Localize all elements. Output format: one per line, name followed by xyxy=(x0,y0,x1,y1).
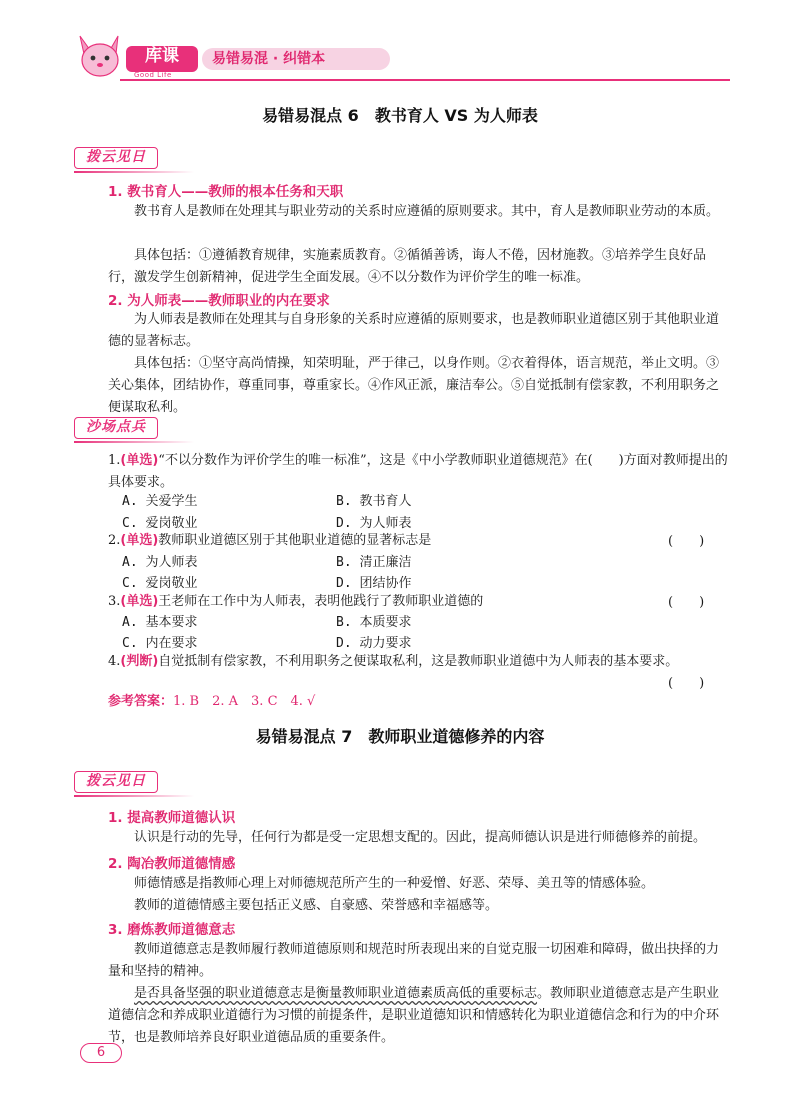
question-2 xyxy=(108,530,728,552)
question-2-option-b[interactable]: B. 清正廉洁 xyxy=(336,555,412,570)
section7-tag xyxy=(74,771,158,793)
question-3-option-b[interactable]: B. 本质要求 xyxy=(336,615,412,630)
question-4 xyxy=(108,651,728,673)
question-3-option-d[interactable]: D. 动力要求 xyxy=(336,636,412,651)
question-2-option-c[interactable]: C. 爱岗敬业 xyxy=(122,576,198,591)
section7-tag-label: 拨云见日 xyxy=(86,773,146,789)
answer-key xyxy=(108,690,315,709)
section6-h2-detail: 具体包括：①坚守高尚情操，知荣明耻，严于律己，以身作则。②衣着得体，语言规范，举止文明。③关心集体，团结协作，尊重同事，尊重家长。④作风正派，廉洁奉公。⑤自觉抵制有偿家教，不利用职务之便谋取私利。 xyxy=(108,356,720,415)
question-1-option-c[interactable]: C. 爱岗敬业 xyxy=(122,516,198,531)
section7-h1-text: 认识是行动的先导，任何行为都是受一定思想支配的。因此，提高师德认识是进行师德修养的前提。 xyxy=(108,830,707,845)
answer-key-values: 1. B 2. A 3. C 4. √ xyxy=(173,694,316,709)
question-3-number: 3. xyxy=(108,594,121,609)
header-tagline: 易错易混 · 纠错本 xyxy=(202,48,390,70)
question-3-answer-blank[interactable]: ( ) xyxy=(668,595,705,610)
question-4-number: 4. xyxy=(108,654,121,669)
question-3-text: 王老师在工作中为人师表，表明他践行了教师职业道德的 xyxy=(158,594,484,609)
section7-heading-1: 1. 提高教师道德认识 xyxy=(108,810,236,826)
question-1-number: 1. xyxy=(108,453,121,468)
question-1 xyxy=(108,450,728,494)
section7-heading-2: 2. 陶冶教师道德情感 xyxy=(108,856,236,872)
page-header xyxy=(74,32,414,80)
question-3-type: (单选) xyxy=(120,594,159,609)
question-3 xyxy=(108,591,728,613)
brand-logo: 库课 xyxy=(126,46,198,72)
question-2-answer-blank[interactable]: ( ) xyxy=(668,534,705,549)
question-1-option-b[interactable]: B. 教书育人 xyxy=(336,494,412,509)
page-number: 6 xyxy=(80,1043,122,1063)
question-3-option-a[interactable]: A. 基本要求 xyxy=(122,615,198,630)
section6-h2-text: 为人师表是教师在处理其与自身形象的关系时应遵循的原则要求，也是教师职业道德区别于其他职业道德的显著标志。 xyxy=(108,312,720,349)
question-1-option-d[interactable]: D. 为人师表 xyxy=(336,516,412,531)
section6-tag-label: 拨云见日 xyxy=(86,149,146,165)
section6-h1-detail: 具体包括：①遵循教育规律，实施素质教育。②循循善诱，诲人不倦，因材施教。③培养学生良好品行，激发学生创新精神，促进学生全面发展。④不以分数作为评价学生的唯一标准。 xyxy=(108,248,707,285)
answer-key-label: 参考答案： xyxy=(108,694,174,709)
section7-title: 易错易混点 7 教师职业道德修养的内容 xyxy=(255,727,545,746)
question-4-text: 自觉抵制有偿家教，不利用职务之便谋取私利，这是教师职业道德中为人师表的基本要求。 xyxy=(158,654,679,669)
section7-h3-text-2-rest: 。教师职业道德意志是产生职业道德信念和养成职业道德行为习惯的前提条件，是职业道德知识和情感转化为职业道德信念和行为的中介环节，也是教师培养良好职业道德品质的重要条件。 xyxy=(108,986,720,1045)
question-1-type: (单选) xyxy=(120,453,159,468)
section7-h2-text-2: 教师的道德情感主要包括正义感、自豪感、荣誉感和幸福感等。 xyxy=(108,898,499,913)
section6-h1-text: 教书育人是教师在处理其与职业劳动的关系时应遵循的原则要求。其中，育人是教师职业劳动的本质。 xyxy=(108,204,720,219)
question-3-option-c[interactable]: C. 内在要求 xyxy=(122,636,198,651)
section6-heading-1: 1. 教书育人——教师的根本任务和天职 xyxy=(108,184,344,200)
question-1-option-a[interactable]: A. 关爱学生 xyxy=(122,494,198,509)
section7-heading-3: 3. 磨炼教师道德意志 xyxy=(108,922,236,938)
section7-h3-text-1: 教师道德意志是教师履行教师道德原则和规范时所表现出来的自觉克服一切困难和障碍，做出抉择的力量和坚持的精神。 xyxy=(108,942,720,979)
question-2-number: 2. xyxy=(108,533,121,548)
section6-tag xyxy=(74,147,158,169)
question-4-type: (判断) xyxy=(120,654,159,669)
fox-mascot-logo xyxy=(74,32,128,80)
question-1-text: “不以分数作为评价学生的唯一标准”，这是《中小学教师职业道德规范》在( )方面对教师提出的具体要求。 xyxy=(108,453,728,490)
section7-h3-text-2 xyxy=(108,983,728,1049)
question-2-option-d[interactable]: D. 团结协作 xyxy=(336,576,412,591)
practice-tag xyxy=(74,417,158,439)
section7-h2-text-1: 师德情感是指教师心理上对师德规范所产生的一种爱憎、好恶、荣辱、美丑等的情感体验。 xyxy=(108,876,655,891)
question-2-text: 教师职业道德区别于其他职业道德的显著标志是 xyxy=(158,533,432,548)
question-4-answer-blank[interactable]: ( ) xyxy=(668,676,705,691)
question-2-option-a[interactable]: A. 为人师表 xyxy=(122,555,198,570)
header-divider xyxy=(120,79,730,81)
question-2-type: (单选) xyxy=(120,533,159,548)
practice-tag-label: 沙场点兵 xyxy=(86,419,146,435)
section6-title: 易错易混点 6 教书育人 VS 为人师表 xyxy=(262,106,538,125)
section6-heading-2: 2. 为人师表——教师职业的内在要求 xyxy=(108,293,330,309)
section7-h3-underlined: 是否具备坚强的职业道德意志是衡量教师职业道德素质高低的重要标志 xyxy=(134,986,538,1001)
brand-subtitle: Good Life xyxy=(134,71,172,79)
